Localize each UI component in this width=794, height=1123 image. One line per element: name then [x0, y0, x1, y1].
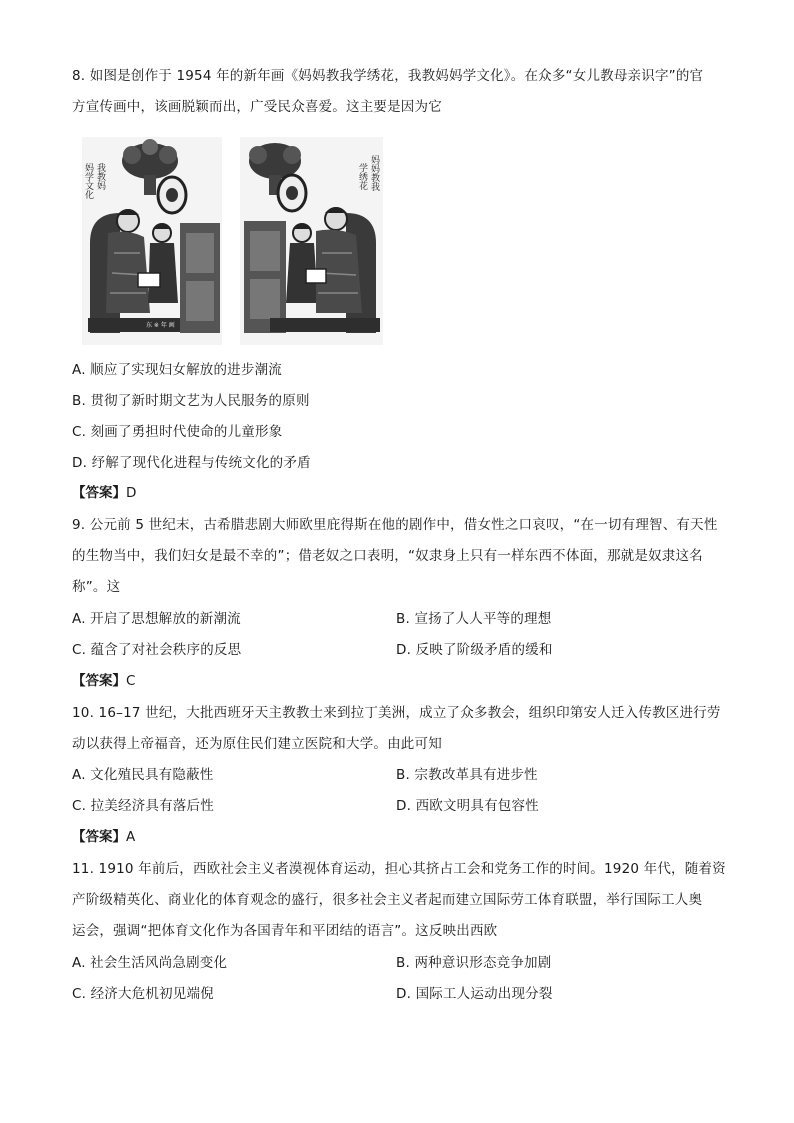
answer-label: 【答案】	[72, 673, 126, 689]
right-inscription-col1: 妈妈教我	[369, 155, 379, 191]
answer-value: A	[126, 829, 136, 845]
question-stem-line: 11. 1910 年前后，西欧社会主义者漠视体育运动，担心其挤占工会和党务工作的时间。1920 年代，随着资	[72, 861, 726, 877]
painting-illustration	[80, 133, 385, 348]
left-inscription-col1: 我教妈	[95, 163, 105, 190]
question-stem-line: 运会，强调“把体育文化作为各国青年和平团结的语言”。这反映出西欧	[72, 923, 498, 939]
question-stem-line: 的生物当中，我们妇女是最不幸的”；借老奴之口表明，“奴隶身上只有一样东西不体面，那就是奴隶这名	[72, 548, 703, 564]
option-c: C. 经济大危机初见端倪	[72, 986, 214, 1002]
answer-value: C	[126, 673, 136, 689]
question-10	[72, 703, 722, 754]
option-b: B. 宗教改革具有进步性	[396, 767, 538, 783]
option-c: C. 刻画了勇担时代使命的儿童形象	[72, 424, 283, 440]
option-a: A. 顺应了实现妇女解放的进步潮流	[72, 362, 282, 378]
answer-8	[72, 483, 136, 503]
answer-label: 【答案】	[72, 485, 126, 501]
option-b: B. 两种意识形态竞争加剧	[396, 955, 552, 971]
option-b: B. 贯彻了新时期文艺为人民服务的原则	[72, 393, 310, 409]
option-a: A. 文化殖民具有隐蔽性	[72, 767, 214, 783]
option-c: C. 拉美经济具有落后性	[72, 798, 214, 814]
painting-caption: 东 ※ 年 画	[146, 322, 175, 329]
answer-label: 【答案】	[72, 829, 126, 845]
right-panel	[240, 137, 383, 345]
answer-9	[72, 671, 135, 691]
option-a: A. 社会生活风尚急剧变化	[72, 955, 228, 971]
question-8	[72, 66, 722, 117]
left-inscription-col2: 妈学文化	[83, 163, 93, 199]
option-d: D. 反映了阶级矛盾的缓和	[396, 642, 553, 658]
option-b: B. 宣扬了人人平等的理想	[396, 611, 552, 627]
option-d: D. 纾解了现代化进程与传统文化的矛盾	[72, 455, 311, 471]
question-9	[72, 515, 722, 597]
question-stem-line: 9. 公元前 5 世纪末，古希腊悲剧大师欧里庇得斯在他的剧作中，借女性之口哀叹，“在一切有理智、有天性	[72, 517, 718, 533]
question-11	[72, 859, 726, 941]
option-a: A. 开启了思想解放的新潮流	[72, 611, 241, 627]
option-c: C. 蕴含了对社会秩序的反思	[72, 642, 242, 658]
right-inscription-col2: 学绣花	[357, 163, 367, 190]
option-d: D. 国际工人运动出现分裂	[396, 986, 553, 1002]
option-d: D. 西欧文明具有包容性	[396, 798, 539, 814]
left-panel	[82, 137, 222, 345]
question-stem-line: 产阶级精英化、商业化的体育观念的盛行，很多社会主义者起而建立国际劳工体育联盟，举行国际工人奥	[72, 892, 703, 908]
new-year-painting-figure	[80, 133, 385, 348]
answer-10	[72, 827, 135, 847]
question-stem-line: 8. 如图是创作于 1954 年的新年画《妈妈教我学绣花，我教妈妈学文化》。在众多“女儿教母亲识字”的官	[72, 68, 704, 84]
answer-value: D	[126, 485, 137, 501]
question-stem-line: 动以获得上帝福音，还为原住民们建立医院和大学。由此可知	[72, 736, 442, 752]
question-stem-line: 称”。这	[72, 579, 121, 595]
question-stem-line: 10. 16–17 世纪，大批西班牙天主教教士来到拉丁美洲，成立了众多教会，组织印第安人迁入传教区进行劳	[72, 705, 721, 721]
question-stem-line: 方宣传画中，该画脱颖而出，广受民众喜爱。这主要是因为它	[72, 99, 442, 115]
